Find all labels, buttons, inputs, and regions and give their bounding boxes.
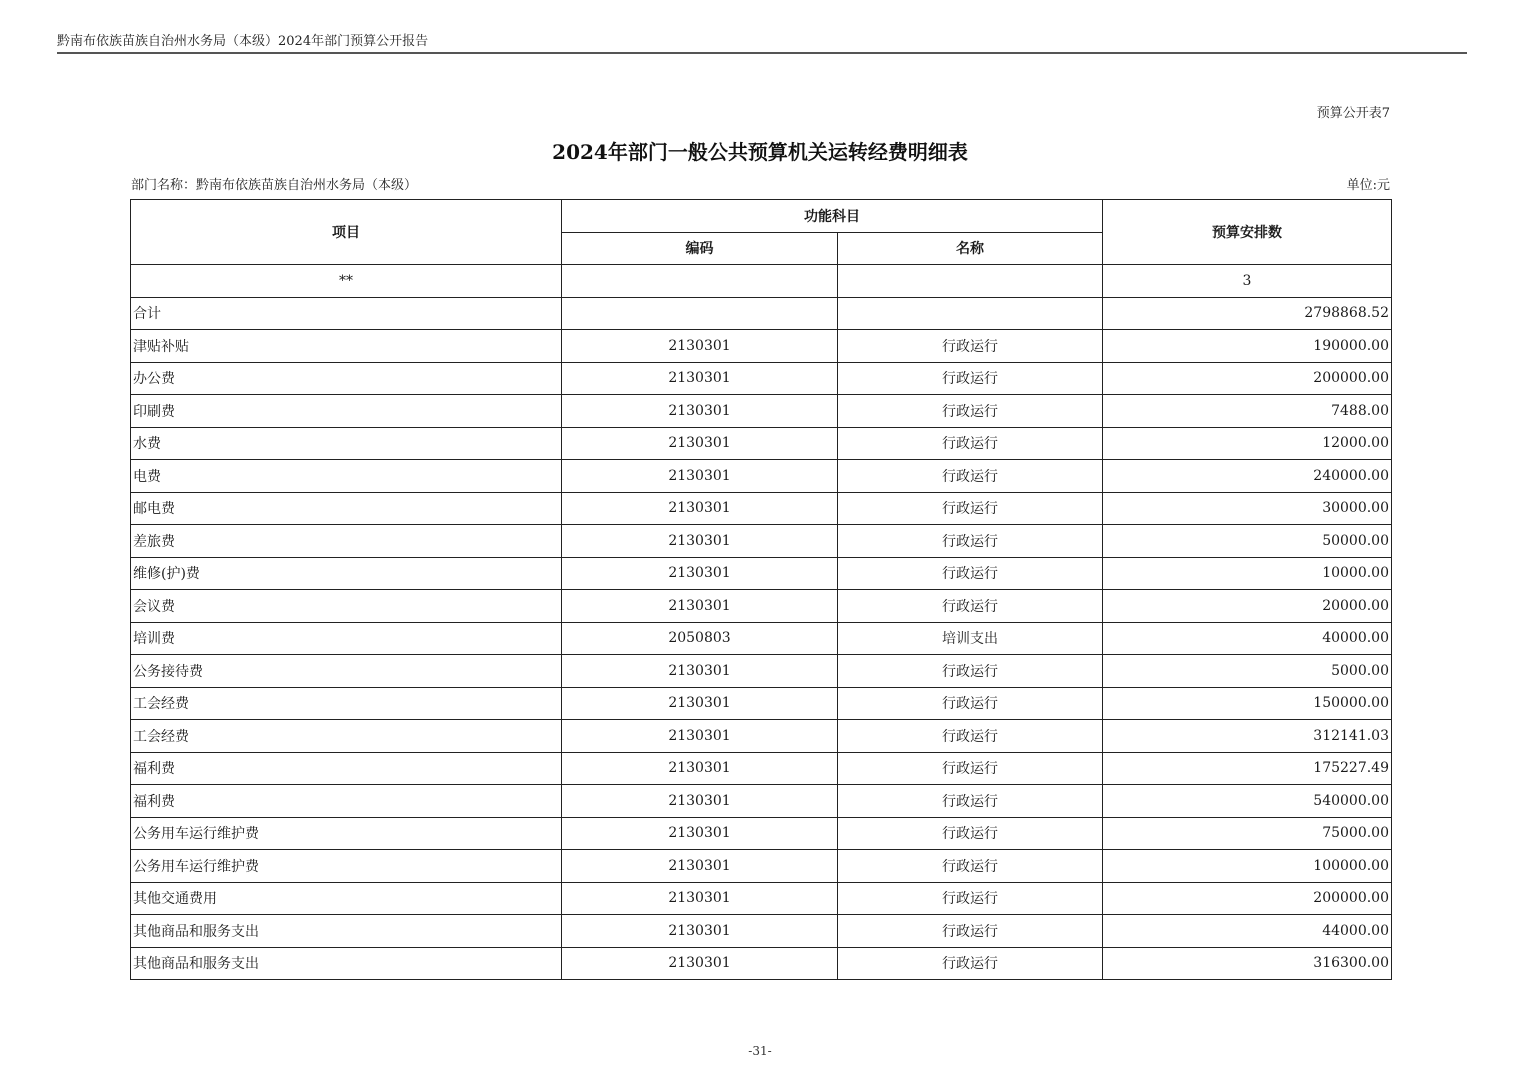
row-project: 办公费 bbox=[131, 362, 562, 395]
row-amount: 240000.00 bbox=[1103, 460, 1392, 493]
row-project: 福利费 bbox=[131, 752, 562, 785]
row-amount: 200000.00 bbox=[1103, 362, 1392, 395]
row-code: 2130301 bbox=[562, 882, 838, 915]
row-name: 行政运行 bbox=[838, 817, 1103, 850]
row-amount: 316300.00 bbox=[1103, 947, 1392, 980]
row-amount: 50000.00 bbox=[1103, 525, 1392, 558]
row-amount: 44000.00 bbox=[1103, 915, 1392, 948]
row-code: 2130301 bbox=[562, 395, 838, 428]
row-name: 行政运行 bbox=[838, 720, 1103, 753]
table-row bbox=[131, 590, 1392, 623]
marker-name bbox=[838, 265, 1103, 298]
row-code: 2050803 bbox=[562, 622, 838, 655]
row-project: 培训费 bbox=[131, 622, 562, 655]
row-code: 2130301 bbox=[562, 362, 838, 395]
row-code: 2130301 bbox=[562, 525, 838, 558]
table-row bbox=[131, 557, 1392, 590]
total-label: 合计 bbox=[131, 297, 562, 330]
row-amount: 190000.00 bbox=[1103, 330, 1392, 363]
table-row bbox=[131, 460, 1392, 493]
table-row bbox=[131, 915, 1392, 948]
total-row bbox=[131, 297, 1392, 330]
row-name: 行政运行 bbox=[838, 590, 1103, 623]
header-name: 名称 bbox=[838, 232, 1103, 265]
department-label: 部门名称：黔南布依族苗族自治州水务局（本级） bbox=[131, 178, 418, 193]
row-code: 2130301 bbox=[562, 687, 838, 720]
row-name: 行政运行 bbox=[838, 752, 1103, 785]
row-amount: 40000.00 bbox=[1103, 622, 1392, 655]
row-code: 2130301 bbox=[562, 557, 838, 590]
row-code: 2130301 bbox=[562, 492, 838, 525]
row-code: 2130301 bbox=[562, 590, 838, 623]
row-name: 行政运行 bbox=[838, 850, 1103, 883]
table-row bbox=[131, 752, 1392, 785]
total-amount: 2798868.52 bbox=[1103, 297, 1392, 330]
marker-project: ** bbox=[131, 265, 562, 298]
row-code: 2130301 bbox=[562, 427, 838, 460]
row-project: 会议费 bbox=[131, 590, 562, 623]
row-name: 行政运行 bbox=[838, 492, 1103, 525]
row-project: 电费 bbox=[131, 460, 562, 493]
row-amount: 100000.00 bbox=[1103, 850, 1392, 883]
marker-code bbox=[562, 265, 838, 298]
row-name: 行政运行 bbox=[838, 915, 1103, 948]
table-row bbox=[131, 947, 1392, 980]
row-name: 行政运行 bbox=[838, 395, 1103, 428]
budget-table bbox=[130, 199, 1392, 980]
table-row bbox=[131, 622, 1392, 655]
row-name: 行政运行 bbox=[838, 330, 1103, 363]
row-amount: 200000.00 bbox=[1103, 882, 1392, 915]
table-row bbox=[131, 687, 1392, 720]
row-code: 2130301 bbox=[562, 720, 838, 753]
table-row bbox=[131, 882, 1392, 915]
row-name: 行政运行 bbox=[838, 460, 1103, 493]
page-number: -31- bbox=[748, 1044, 772, 1058]
row-code: 2130301 bbox=[562, 817, 838, 850]
row-project: 工会经费 bbox=[131, 687, 562, 720]
table-row bbox=[131, 817, 1392, 850]
header-code: 编码 bbox=[562, 232, 838, 265]
header-divider bbox=[57, 52, 1467, 54]
table-row bbox=[131, 850, 1392, 883]
row-code: 2130301 bbox=[562, 655, 838, 688]
row-name: 行政运行 bbox=[838, 947, 1103, 980]
header-project: 项目 bbox=[131, 200, 562, 265]
row-name: 行政运行 bbox=[838, 362, 1103, 395]
table-row bbox=[131, 427, 1392, 460]
table-row bbox=[131, 785, 1392, 818]
running-header: 黔南布依族苗族自治州水务局（本级）2024年部门预算公开报告 bbox=[57, 34, 429, 49]
table-body bbox=[131, 265, 1392, 980]
table-row bbox=[131, 492, 1392, 525]
row-project: 其他商品和服务支出 bbox=[131, 915, 562, 948]
table-number: 预算公开表7 bbox=[1316, 106, 1390, 121]
table-row bbox=[131, 720, 1392, 753]
row-project: 其他交通费用 bbox=[131, 882, 562, 915]
marker-budget: 3 bbox=[1103, 265, 1392, 298]
row-code: 2130301 bbox=[562, 915, 838, 948]
row-project: 差旅费 bbox=[131, 525, 562, 558]
row-code: 2130301 bbox=[562, 330, 838, 363]
row-amount: 5000.00 bbox=[1103, 655, 1392, 688]
row-project: 公务用车运行维护费 bbox=[131, 817, 562, 850]
row-name: 行政运行 bbox=[838, 687, 1103, 720]
row-name: 行政运行 bbox=[838, 557, 1103, 590]
table-row bbox=[131, 395, 1392, 428]
row-code: 2130301 bbox=[562, 850, 838, 883]
row-name: 行政运行 bbox=[838, 427, 1103, 460]
row-amount: 10000.00 bbox=[1103, 557, 1392, 590]
row-project: 水费 bbox=[131, 427, 562, 460]
row-project: 邮电费 bbox=[131, 492, 562, 525]
unit-label: 单位:元 bbox=[1346, 178, 1390, 193]
row-amount: 540000.00 bbox=[1103, 785, 1392, 818]
row-code: 2130301 bbox=[562, 947, 838, 980]
row-project: 福利费 bbox=[131, 785, 562, 818]
row-name: 培训支出 bbox=[838, 622, 1103, 655]
row-name: 行政运行 bbox=[838, 882, 1103, 915]
row-project: 工会经费 bbox=[131, 720, 562, 753]
row-project: 公务用车运行维护费 bbox=[131, 850, 562, 883]
header-functional-subject: 功能科目 bbox=[562, 200, 1103, 233]
table-row bbox=[131, 655, 1392, 688]
row-project: 公务接待费 bbox=[131, 655, 562, 688]
page-title: 2024年部门一般公共预算机关运转经费明细表 bbox=[552, 140, 968, 164]
row-name: 行政运行 bbox=[838, 525, 1103, 558]
row-code: 2130301 bbox=[562, 752, 838, 785]
row-code: 2130301 bbox=[562, 460, 838, 493]
header-budget-amount: 预算安排数 bbox=[1103, 200, 1392, 265]
row-code: 2130301 bbox=[562, 785, 838, 818]
row-name: 行政运行 bbox=[838, 785, 1103, 818]
row-project: 印刷费 bbox=[131, 395, 562, 428]
row-amount: 30000.00 bbox=[1103, 492, 1392, 525]
row-project: 其他商品和服务支出 bbox=[131, 947, 562, 980]
table-row bbox=[131, 362, 1392, 395]
row-amount: 312141.03 bbox=[1103, 720, 1392, 753]
row-project: 维修(护)费 bbox=[131, 557, 562, 590]
total-name bbox=[838, 297, 1103, 330]
table-row bbox=[131, 525, 1392, 558]
table-row bbox=[131, 330, 1392, 363]
row-amount: 12000.00 bbox=[1103, 427, 1392, 460]
row-name: 行政运行 bbox=[838, 655, 1103, 688]
row-project: 津贴补贴 bbox=[131, 330, 562, 363]
row-amount: 75000.00 bbox=[1103, 817, 1392, 850]
row-amount: 175227.49 bbox=[1103, 752, 1392, 785]
row-amount: 150000.00 bbox=[1103, 687, 1392, 720]
row-amount: 20000.00 bbox=[1103, 590, 1392, 623]
marker-row bbox=[131, 265, 1392, 298]
row-amount: 7488.00 bbox=[1103, 395, 1392, 428]
total-code bbox=[562, 297, 838, 330]
